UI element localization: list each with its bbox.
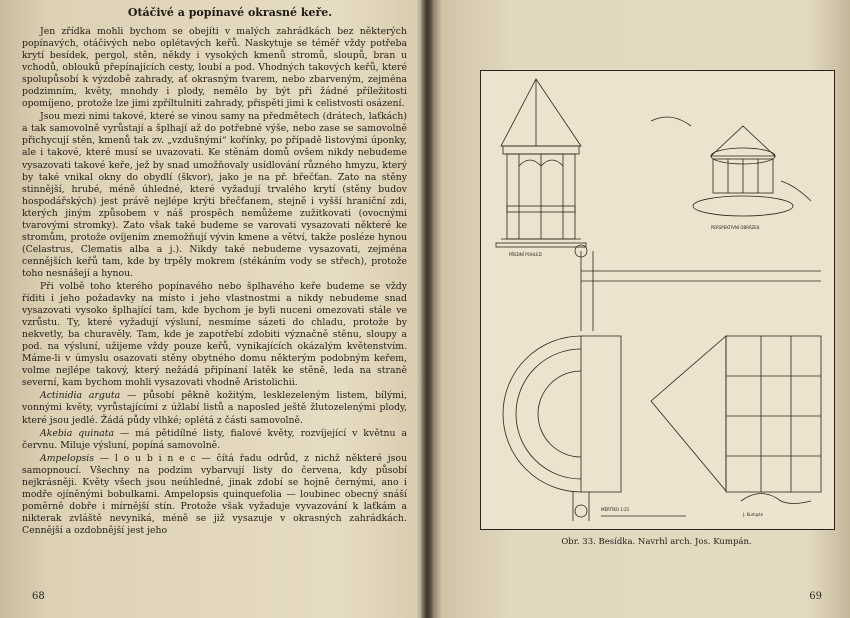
left-page-text [22, 26, 407, 538]
plant-name: Actinidia arguta [40, 390, 121, 402]
paragraph: Při volbě toho kterého popínavého nebo šplhavého keře budeme se vždy říditi i jeho požadavky na místo i jeho vlastnostmi a nikdy nebudeme snad vysazovati vysoko šplhající tam, kde bychom je byli nuceni omezovati stále ve vzrůstu. Ty, které vyžadují výsluní, nesmíme sázeti do chladu, protože by nekvetly, ba churavěly. Tam, kde je zapotřebí zdobiti význačně stěnu, sloupy a pod. na výsluní, užijeme vždy pouze keřů, vynikajících okázalým květenstvím. Máme-li v úmyslu osazovati stěny obytného domu některým podobným keřem, volme nejlépe takový, který nežádá připínaní latěk ke stěně, leda na straně severní, kam bychom mohli vysazovati vhodně Aristolichii. [22, 280, 407, 389]
plant-description: — l o u b i n e c — čítá řadu odrůd, z nichž některé jsou samopnoucí. Všechny na podzim vybarvují listy do červena, kdy působí nejkrásněji. Květy všech jsou neúhledné, jinak zdobí se hojně černými, ano i modře ojíněnými bobulkami. Ampelopsis quinquefolia — loubinec obecný snáší poměrně dobře i mírnější stín. Protože však vyžaduje vyvazování k laťkám a nikterak zvláště nevyniká, méně se již vysazuje v okrasných zahrádkách. Cennější a ozdobnější jest jeho [22, 452, 407, 536]
plant-description: — působí pěkně kožitým, lesklezeleným listem, bílými, vonnými květy, vyrůstajícími z úžlabí listů a naposled ještě žlutozelenými plody, které jsou jedlé. Žádá půdy vlhké; oplétá z části samovolně. [22, 390, 407, 426]
page-number-left: 68 [32, 591, 45, 602]
plant-name: Ampelopsis [40, 452, 95, 464]
paragraph: Jen zřídka mohli bychom se obejíti v malých zahrádkách bez některých popínavých, otáčivých nebo oplétavých keřů. Naskytuje se téměř vždy potřeba krytí besídek, pergol, stěn, někdy i vysokých kmenů stromů, sloupů, bran u vchodů, oblouků přepínajících cesty, loubí a pod. Vhodných takových keřů, které spolupůsobí k výzdobě zahrady, ať okrasným tvarem, nebo zbarveným, zejména podzimním, květy, mnohdy i plody, nemělo by být při žádné příležitosti opomíjeno, protože lze jimi zpříltulniti zahrady, přispěti jimi k celistvosti osázení. [22, 26, 407, 110]
paragraph: Jsou mezi nimi takové, které se vinou samy na předmětech (drátech, laťkách) a tak samovolně vyrůstají a šplhají až do potřebné výše, nebo zase se samovolně přichycují stěn, kmenů tak zv. „vzdušnými“ kořínky, po případě listovými úponky, ale i takové, které musí se uvazovati. Ke stěnám domů ovšem nikdy nebudeme vysazovati takové keře, jež by snad umožňovaly usídlování různého hmyzu, který by také vnikal okny do obydlí (škvor), jako je na př. břečťan. Zato na stěny stinnější, hrubé, méně úhledné, které vyžadují trvalého krytí (stěny budov hospodářských) jest právě nejlépe krýti břečťanem, stejně i vyšší hraniční zdi, kterých jiným způsobem v náš prospěch nemůžeme zužitkovati (ovocnými tvarovými stromky). Zato však také budeme se varovati vysazovati některé ke stromům, protože ovíjením znemožňují vývin kmene a větví, takže posléze hynou (Celastrus, Clematis alba a j.). Nikdy také nebudeme vysazovati, zejména cennějších keřů tam, kde by trpěly mokrem (stékáním vody se střech), protože toho nesnášejí a hynou. [22, 111, 407, 279]
right-page [430, 0, 850, 618]
plant-entry [22, 428, 407, 452]
perspective-label: PERSPEKTIVNÍ OBRÁZEK [711, 225, 760, 230]
figure-caption: Obr. 33. Besídka. Navrhl arch. Jos. Kumpán. [561, 537, 752, 547]
chapter-heading: Otáčivé a popínavé okrasné keře. [127, 6, 333, 19]
plant-name: Akebia quinata [40, 427, 115, 439]
architectural-drawing [480, 70, 835, 530]
front-view-label: PŘEDNÍ POHLED [509, 252, 542, 257]
plant-entry [22, 453, 407, 537]
architect-signature: J. Kumpán [743, 512, 764, 517]
plant-description: — má pětidílné listy, fialové květy, rozvíjející v květnu a červnu. Miluje výsluní, popíná samovolně. [22, 427, 407, 451]
gazebo-plan-drawing [481, 71, 834, 529]
roof-front [501, 79, 581, 146]
plant-entry [22, 390, 407, 426]
page-number-right: 69 [809, 591, 822, 602]
scale-label: MĚŘÍTKO 1:25 [601, 507, 630, 512]
